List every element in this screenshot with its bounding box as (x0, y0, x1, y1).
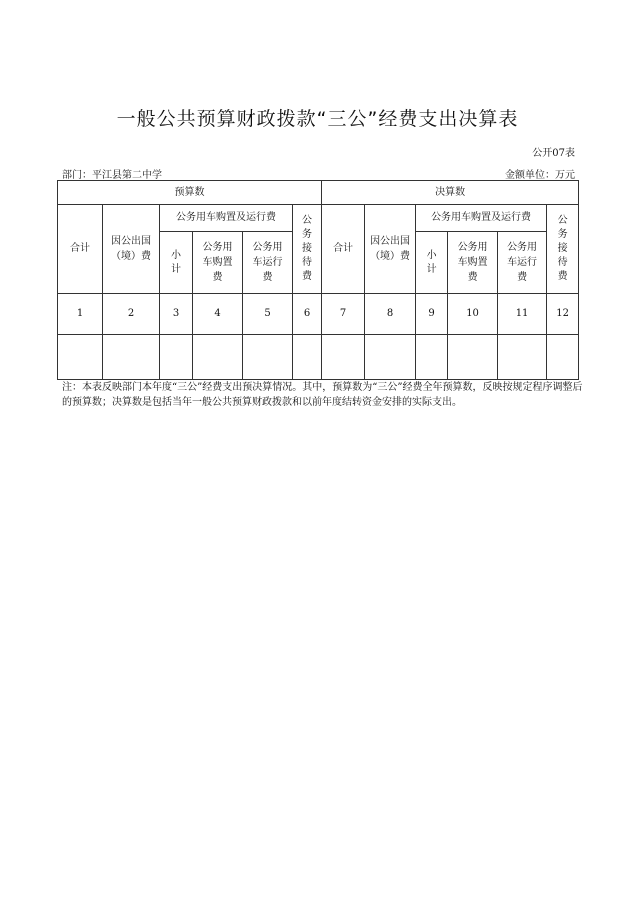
amount-unit-label: 金额单位：万元 (505, 170, 575, 181)
budget-reception-header: 公务接待费 (293, 205, 322, 294)
table-note: 注：本表反映部门本年度“三公”经费支出预决算情况。其中，预算数为“三公”经费全年预算数，反映按规定程序调整后的预算数；决算数是包括当年一般公共预算财政拨款和以前年度结转资金安排的实际支出。 (62, 382, 583, 408)
final-vehicle-run-header: 公务用 车运行 费 (498, 232, 547, 294)
form-number: 公开07表 (532, 148, 575, 159)
budget-vehicle-purchase-header: 公务用 车购置 费 (193, 232, 243, 294)
col-number: 6 (293, 294, 322, 335)
data-cell (322, 335, 365, 380)
budget-group-header: 预算数 (58, 181, 322, 205)
col-number: 4 (193, 294, 243, 335)
data-cell (293, 335, 322, 380)
final-total-header: 合计 (322, 205, 365, 294)
table-row (58, 335, 579, 380)
budget-vehicle-run-header: 公务用 车运行 费 (243, 232, 293, 294)
data-cell (193, 335, 243, 380)
col-number: 12 (547, 294, 579, 335)
department-label: 部门：平江县第二中学 (62, 170, 162, 181)
data-cell (416, 335, 448, 380)
budget-subtotal-header: 小计 (160, 232, 193, 294)
final-group-header: 决算数 (322, 181, 579, 205)
page-title: 一般公共预算财政拨款“三公”经费支出决算表 (116, 108, 519, 130)
budget-vehicle-group-header: 公务用车购置及运行费 (160, 205, 293, 232)
final-vehicle-purchase-header: 公务用 车购置 费 (448, 232, 498, 294)
col-number: 5 (243, 294, 293, 335)
data-cell (547, 335, 579, 380)
data-cell (498, 335, 547, 380)
budget-abroad-header: 因公出国 （境）费 (103, 205, 160, 294)
col-number: 11 (498, 294, 547, 335)
budget-total-header: 合计 (58, 205, 103, 294)
final-subtotal-header: 小计 (416, 232, 448, 294)
col-number: 7 (322, 294, 365, 335)
final-abroad-header: 因公出国 （境）费 (365, 205, 416, 294)
data-cell (365, 335, 416, 380)
data-cell (58, 335, 103, 380)
data-cell (103, 335, 160, 380)
three-public-expenses-table (57, 180, 579, 380)
data-cell (448, 335, 498, 380)
final-reception-header: 公务接待费 (547, 205, 579, 294)
data-cell (160, 335, 193, 380)
final-vehicle-group-header: 公务用车购置及运行费 (416, 205, 547, 232)
col-number: 1 (58, 294, 103, 335)
col-number: 10 (448, 294, 498, 335)
data-cell (243, 335, 293, 380)
col-number: 8 (365, 294, 416, 335)
col-number: 9 (416, 294, 448, 335)
col-number: 3 (160, 294, 193, 335)
col-number: 2 (103, 294, 160, 335)
